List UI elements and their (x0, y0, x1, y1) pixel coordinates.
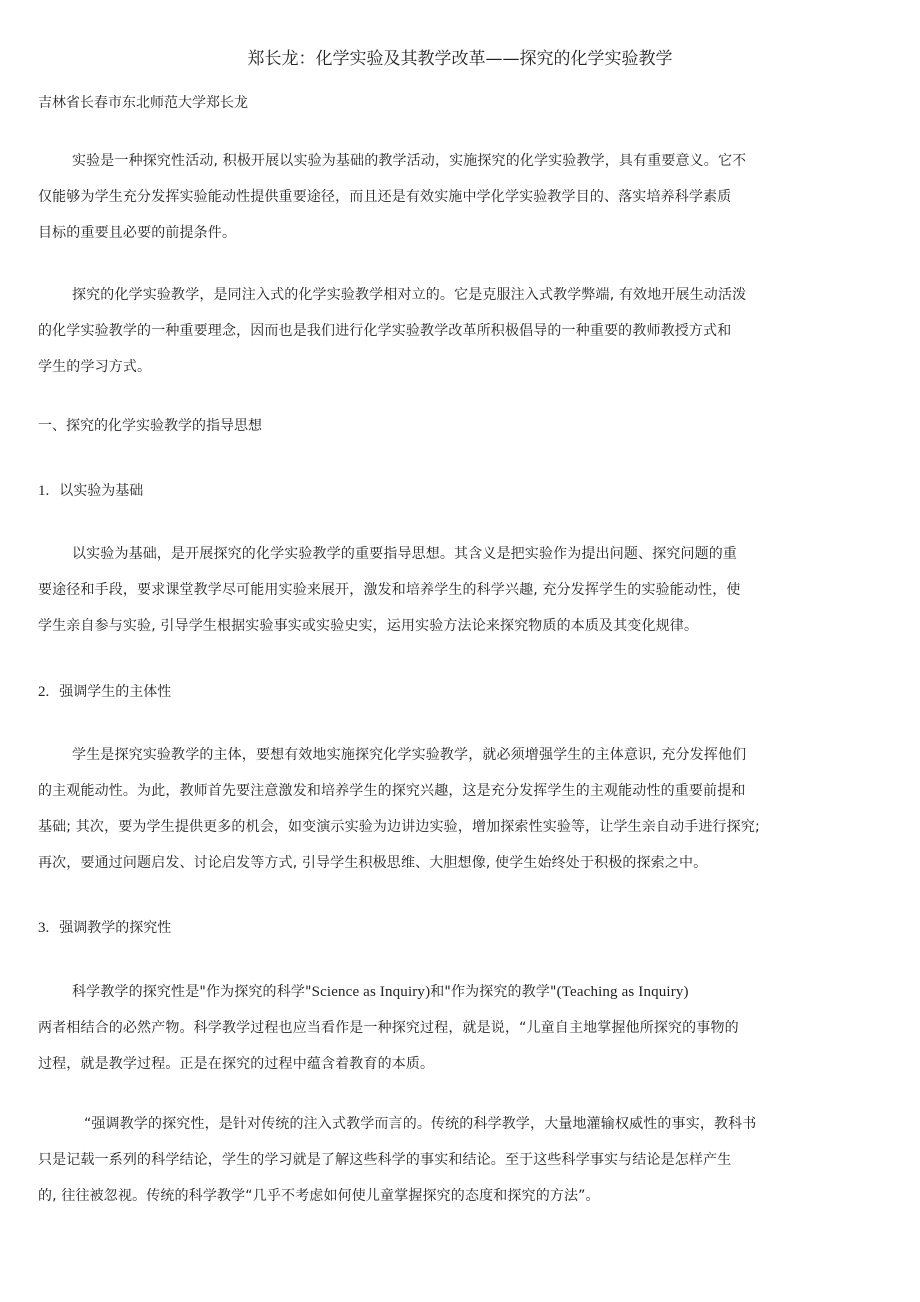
text-line: 实验是一种探究性活动, 积极开展以实验为基础的教学活动，实施探究的化学实验教学，具有重要意义。它不 (72, 153, 747, 169)
item-title: 强调学生的主体性 (59, 684, 172, 700)
item-heading-2 (38, 681, 171, 703)
item-title: 以实验为基础 (59, 483, 144, 499)
text-segment-latin: Science as Inquiry) (311, 984, 431, 1000)
text-line-mixed (38, 981, 838, 1003)
text-line: “强调教学的探究性，是针对传统的注入式教学而言的。传统的科学教学，大量地灌输权威性的事实，教科书 (84, 1116, 757, 1132)
item-number: 3. (38, 920, 50, 936)
section-heading: 一、探究的化学实验教学的指导思想 (38, 418, 262, 434)
text-line: 探究的化学实验教学，是同注入式的化学实验教学相对立的。它是克服注入式教学弊端, 有效地开展生动活泼 (72, 287, 747, 303)
text-line: 的化学实验教学的一种重要理念，因而也是我们进行化学实验教学改革所积极倡导的一种重要的教师教授方式和 (38, 323, 732, 339)
item-heading-3 (38, 917, 171, 939)
text-line: 的主观能动性。为此，教师首先要注意激发和培养学生的探究兴趣，这是充分发挥学生的主观能动性的重要前提和 (38, 783, 746, 799)
item-heading-1 (38, 480, 143, 502)
author-line: 吉林省长春市东北师范大学郑长龙 (38, 95, 248, 111)
text-segment: 科学教学的探究性是"作为探究的科学" (72, 984, 312, 1000)
text-line: 仅能够为学生充分发挥实验能动性提供重要途径，而且还是有效实施中学化学实验教学目的、落实培养科学素质 (38, 189, 732, 205)
item3-paragraph-2 (38, 1113, 838, 1207)
text-line: 基础; 其次，要为学生提供更多的机会，如变演示实验为边讲边实验，增加探索性实验等，让学生亲自动手进行探究; (38, 819, 760, 835)
text-line: 要途径和手段，要求课堂教学尽可能用实验来展开，激发和培养学生的科学兴趣, 充分发挥学生的实验能动性，使 (38, 582, 741, 598)
text-segment-latin: (Teaching as Inquiry) (556, 984, 689, 1000)
item3-paragraph (38, 981, 838, 1075)
item1-paragraph (38, 543, 838, 637)
text-line: 两者相结合的必然产物。科学教学过程也应当看作是一种探究过程，就是说，“儿童自主地掌握他所探究的事物的 (38, 1020, 739, 1036)
item-number: 1. (38, 483, 50, 499)
text-line: 的, 往往被忽视。传统的科学教学“几乎不考虑如何使儿童掌握探究的态度和探究的方法”。 (38, 1188, 600, 1204)
text-line: 只是记载一系列的科学结论，学生的学习就是了解这些科学的事实和结论。至于这些科学事实与结论是怎样产生 (38, 1152, 732, 1168)
page-title: 郑长龙：化学实验及其教学改革——探究的化学实验教学 (247, 49, 673, 69)
text-line: 再次，要通过问题启发、讨论启发等方式, 引导学生积极思维、大胆想像, 使学生始终处于积极的探索之中。 (38, 855, 708, 871)
text-line: 学生亲自参与实验, 引导学生根据实验事实或实验史实，运用实验方法论来探究物质的本质及其变化规律。 (38, 618, 699, 634)
text-segment: 和"作为探究的教学" (430, 984, 557, 1000)
item2-paragraph (38, 744, 838, 874)
text-line: 以实验为基础，是开展探究的化学实验教学的重要指导思想。其含义是把实验作为提出问题、探究问题的重 (72, 546, 738, 562)
text-line: 目标的重要且必要的前提条件。 (38, 225, 237, 241)
item-number: 2. (38, 684, 50, 700)
text-line: 学生是探究实验教学的主体，要想有效地实施探究化学实验教学，就必须增强学生的主体意识, 充分发挥他们 (72, 747, 747, 763)
intro-paragraph-1 (38, 150, 838, 244)
text-line: 过程，就是教学过程。正是在探究的过程中蕴含着教育的本质。 (38, 1056, 435, 1072)
intro-paragraph-2 (38, 284, 838, 378)
item-title: 强调教学的探究性 (59, 920, 172, 936)
text-line: 学生的学习方式。 (38, 359, 152, 375)
